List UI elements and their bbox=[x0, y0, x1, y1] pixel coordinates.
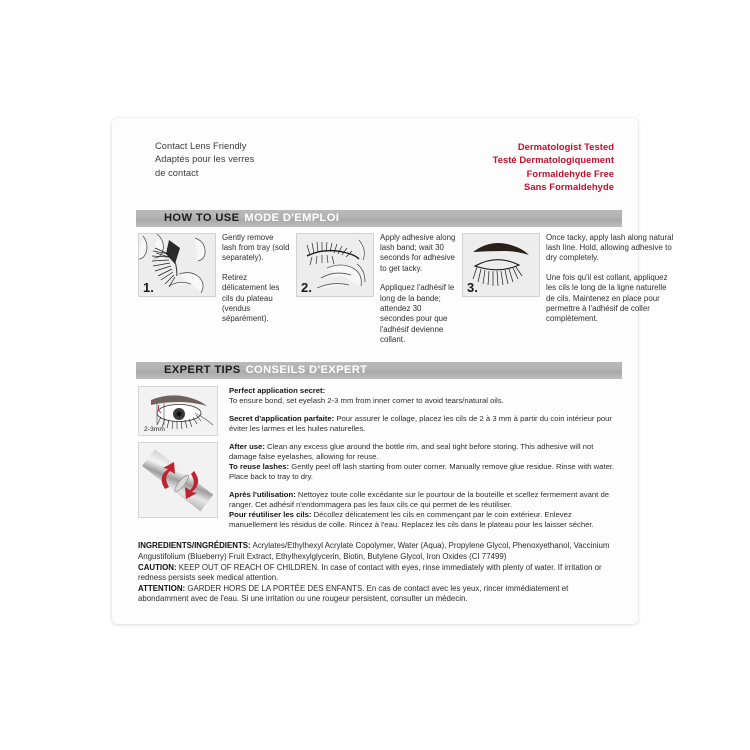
glue-tube-with-twist-arrows-icon bbox=[139, 443, 217, 517]
step-2-text bbox=[374, 233, 462, 346]
claim-right-line-3: Formaldehyde Free bbox=[526, 167, 614, 179]
ingredients-line bbox=[138, 541, 614, 562]
tip-2-after-use-en bbox=[229, 442, 622, 462]
glue-tube-illustration bbox=[138, 442, 218, 518]
claims-row bbox=[136, 140, 622, 194]
claim-left-line-2: Adaptés pour les verres bbox=[155, 154, 255, 165]
tip-1-heading-fr-label: Secret d'application parfaite: bbox=[229, 413, 335, 423]
step-3-number: 3. bbox=[467, 279, 478, 295]
caution-heading: CAUTION: bbox=[138, 562, 177, 572]
tip-2-heading-en-2-label: To reuse lashes: bbox=[229, 461, 290, 471]
ingredients-body: Acrylates/Ethylhexyl Acrylate Copolymer, Water (Aqua), Propylene Glycol, Phenoxyethanol, Vaccinium Angustifolium (Blueberry) Fruit Extract, Ethylhexylglycerin, Biotin, Butylene Glycol, Iron Oxides (CI 77499) bbox=[138, 541, 610, 562]
caution-line bbox=[138, 563, 614, 584]
step-3-illustration bbox=[462, 233, 540, 297]
contact-lens-claim bbox=[155, 140, 254, 180]
tip-2-body-en-2: Gently peel off lash starting from outer corner. Manually remove glue residue. Rinse with water. Place back to tray to dry. bbox=[229, 461, 615, 481]
tip-1-body-en: To ensure bond, set eyelash 2-3 mm from inner corner to avoid tears/natural oils. bbox=[229, 395, 504, 405]
expert-tip-1-text bbox=[218, 386, 622, 436]
step-3 bbox=[462, 233, 680, 346]
expert-tip-1 bbox=[136, 386, 622, 436]
panel-content bbox=[136, 140, 674, 610]
caution-body: KEEP OUT OF REACH OF CHILDREN. In case of contact with eyes, rinse immediately with plenty of water. If irritation or redness persists seek medical attention. bbox=[138, 562, 602, 583]
how-to-use-header-bar bbox=[136, 210, 622, 227]
step-1-illustration bbox=[138, 233, 216, 297]
step-2-text-fr: Appliquez l'adhésif le long de la bande; attendez 30 secondes pour que l'adhésif devienne collant. bbox=[380, 283, 455, 345]
claim-right-line-4: Sans Formaldehyde bbox=[524, 181, 614, 193]
tip-2-heading-fr-2-label: Pour réutiliser les cils: bbox=[229, 510, 312, 520]
tip-1-heading-en bbox=[229, 386, 622, 396]
claim-right-line-2: Testé Dermatologiquement bbox=[492, 154, 614, 166]
measurement-label: 2-3mm bbox=[144, 425, 166, 433]
product-packaging-panel bbox=[112, 118, 674, 624]
attention-body: GARDER HORS DE LA PORTÉE DES ENFANTS. En cas de contact avec les yeux, rincer immédiatement et abondamment avec de l'eau. Si une irritation ou une rougeur persistent, consulter un médecin. bbox=[138, 583, 569, 604]
expert-tip-2 bbox=[136, 442, 622, 531]
tip-1-body-fr: Pour assurer le collage, placez les cils de 2 à 3 mm à partir du coin intérieur pour éviter les larmes et les huiles naturelles. bbox=[229, 413, 612, 433]
eye-measurement-illustration bbox=[138, 386, 218, 436]
claim-left-line-1: Contact Lens Friendly bbox=[155, 141, 247, 151]
step-2-text-en: Apply adhesive along lash band; wait 30 seconds for adhesive to get tacky. bbox=[380, 232, 456, 273]
claim-right-line-1: Dermatologist Tested bbox=[517, 141, 614, 152]
tip-2-body-fr-2: Décollez délicatement les cils en commençant par le coin extérieur. Enlevez manuellement les résidus de colle. Rincez à l'eau. Replacez les cils dans le plateau pour les laisser sécher. bbox=[229, 510, 594, 530]
step-3-text bbox=[540, 233, 680, 325]
step-2-number: 2. bbox=[301, 279, 312, 295]
attention-line bbox=[138, 584, 614, 605]
claim-left-line-3: de contact bbox=[155, 167, 199, 178]
expert-tips-header-bar bbox=[136, 362, 622, 379]
dermatologist-claims bbox=[493, 140, 620, 194]
ingredients-heading: INGREDIENTS/INGRÉDIENTS: bbox=[138, 541, 251, 551]
expert-tip-2-text bbox=[218, 442, 622, 531]
tip-2-body-en-1: Clean any excess glue around the bottle rim, and seal tight before storing. This adhesive will not damage false eyelashes, allowing for reuse. bbox=[229, 441, 594, 461]
step-3-text-fr: Une fois qu'il est collant, appliquez les cils le long de la ligne naturelle de cils. Maintenez en place pour permettre à l'adhésif de coller complètement. bbox=[546, 272, 668, 324]
step-1-text bbox=[216, 233, 296, 325]
step-1 bbox=[138, 233, 296, 346]
tip-2-reuse-fr bbox=[229, 510, 622, 530]
ingredients-and-warnings bbox=[136, 541, 622, 605]
step-1-text-en: Gently remove lash from tray (sold separately). bbox=[222, 232, 290, 263]
tip-1-fr-block bbox=[229, 414, 622, 434]
tip-2-reuse-en bbox=[229, 462, 622, 482]
step-2 bbox=[296, 233, 462, 346]
step-1-text-fr: Retirez délicatement les cils du plateau (vendus séparément). bbox=[222, 272, 280, 324]
attention-heading: ATTENTION: bbox=[138, 583, 186, 593]
tip-2-after-use-fr bbox=[229, 490, 622, 510]
step-2-illustration bbox=[296, 233, 374, 297]
tip-1-heading-en-label: Perfect application secret: bbox=[229, 385, 326, 395]
tip-2-heading-fr-1-label: Après l'utilisation: bbox=[229, 490, 296, 500]
step-1-number: 1. bbox=[143, 279, 154, 295]
expert-tips-title-fr: CONSEILS D'EXPERT bbox=[245, 364, 368, 377]
tip-2-heading-en-1-label: After use: bbox=[229, 441, 265, 451]
how-to-use-title-en: HOW TO USE bbox=[164, 212, 240, 225]
how-to-use-title-fr: MODE D'EMPLOI bbox=[244, 212, 340, 225]
tip-2-body-fr-1: Nettoyez toute colle excédante sur le pourtour de la bouteille et scellez fermement avant de ranger. Cet adhésif n'endommagera pas les faux cils ce qui permet de les réutiliser. bbox=[229, 490, 610, 510]
how-to-use-steps bbox=[136, 232, 674, 346]
expert-tips-title-en: EXPERT TIPS bbox=[164, 364, 241, 377]
step-3-text-en: Once tacky, apply lash along natural lash line. Hold, allowing adhesive to dry completely. bbox=[546, 232, 674, 263]
